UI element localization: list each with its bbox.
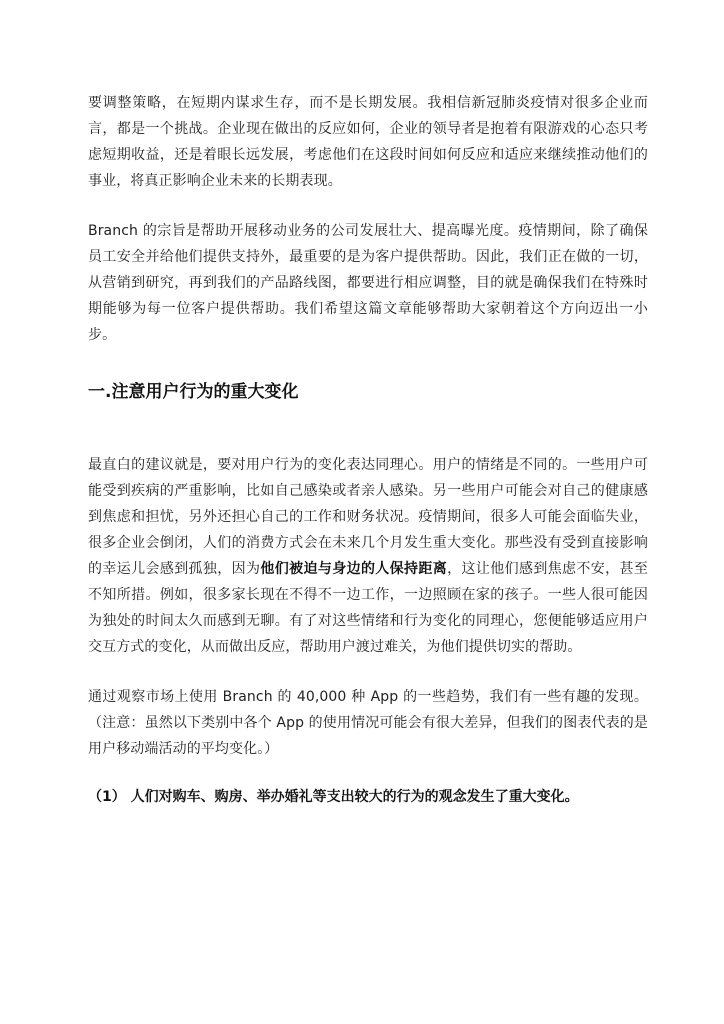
- subheading-spending-behavior: （1） 人们对购车、购房、举办婚礼等支出较大的行为的观念发生了重大变化。: [88, 789, 579, 805]
- paragraph-intro: 要调整策略，在短期内谋求生存，而不是长期发展。我相信新冠肺炎疫情对很多企业而言，都是一个挑战。企业现在做出的反应如何，企业的领导者是抱着有限游戏的心态只考虑短期收益，还是着眼长远发展，考虑他们在这段时间如何反应和适应来继续推动他们的事业，将真正影响企业未来的长期表现。: [88, 95, 648, 189]
- paragraph-empathy-bold: 他们被迫与身边的人保持距离: [260, 561, 448, 577]
- paragraph-observations: 通过观察市场上使用 Branch 的 40,000 种 App 的一些趋势，我们有一些有趣的发现。（注意：虽然以下类别中各个 App 的使用情况可能会有很大差异，但我们的图表代表的是用户移动端活动的平均变化。）: [88, 689, 648, 757]
- paragraph-branch-mission: Branch 的宗旨是帮助开展移动业务的公司发展壮大、提高曝光度。疫情期间，除了确保员工安全并给他们提供支持外，最重要的是为客户提供帮助。因此，我们正在做的一切，从营销到研究，再到我们的产品路线图，都要进行相应调整，目的就是确保我们在特殊时期能够为每一位客户提供帮助。我们希望这篇文章能够帮助大家朝着这个方向迈出一小步。: [88, 223, 648, 343]
- paragraph-empathy-text-2: ，这让他们感到焦虑不安，甚至不知所措。例如，很多家长现在不得不一边工作，一边照顾在家的孩子。一些人很可能因为独处的时间太久而感到无聊。有了对这些情绪和行为变化的同理心，您便能够适应用户交互方式的变化，从而做出反应，帮助用户渡过难关，为他们提供切实的帮助。: [88, 561, 648, 655]
- paragraph-empathy: [88, 452, 648, 660]
- document-page: [88, 90, 648, 810]
- paragraph-empathy-text-1: 最直白的建议就是，要对用户行为的变化表达同理心。用户的情绪是不同的。一些用户可能受到疾病的严重影响，比如自己感染或者亲人感染。另一些用户可能会对自己的健康感到焦虑和担忧，另外还担心自己的工作和财务状况。疫情期间，很多人可能会面临失业，很多企业会倒闭，人们的消费方式会在未来几个月发生重大变化。那些没有受到直接影响的幸运儿会感到孤独，因为: [88, 457, 648, 577]
- section-heading-user-behavior: 一.注意用户行为的重大变化: [88, 382, 299, 402]
